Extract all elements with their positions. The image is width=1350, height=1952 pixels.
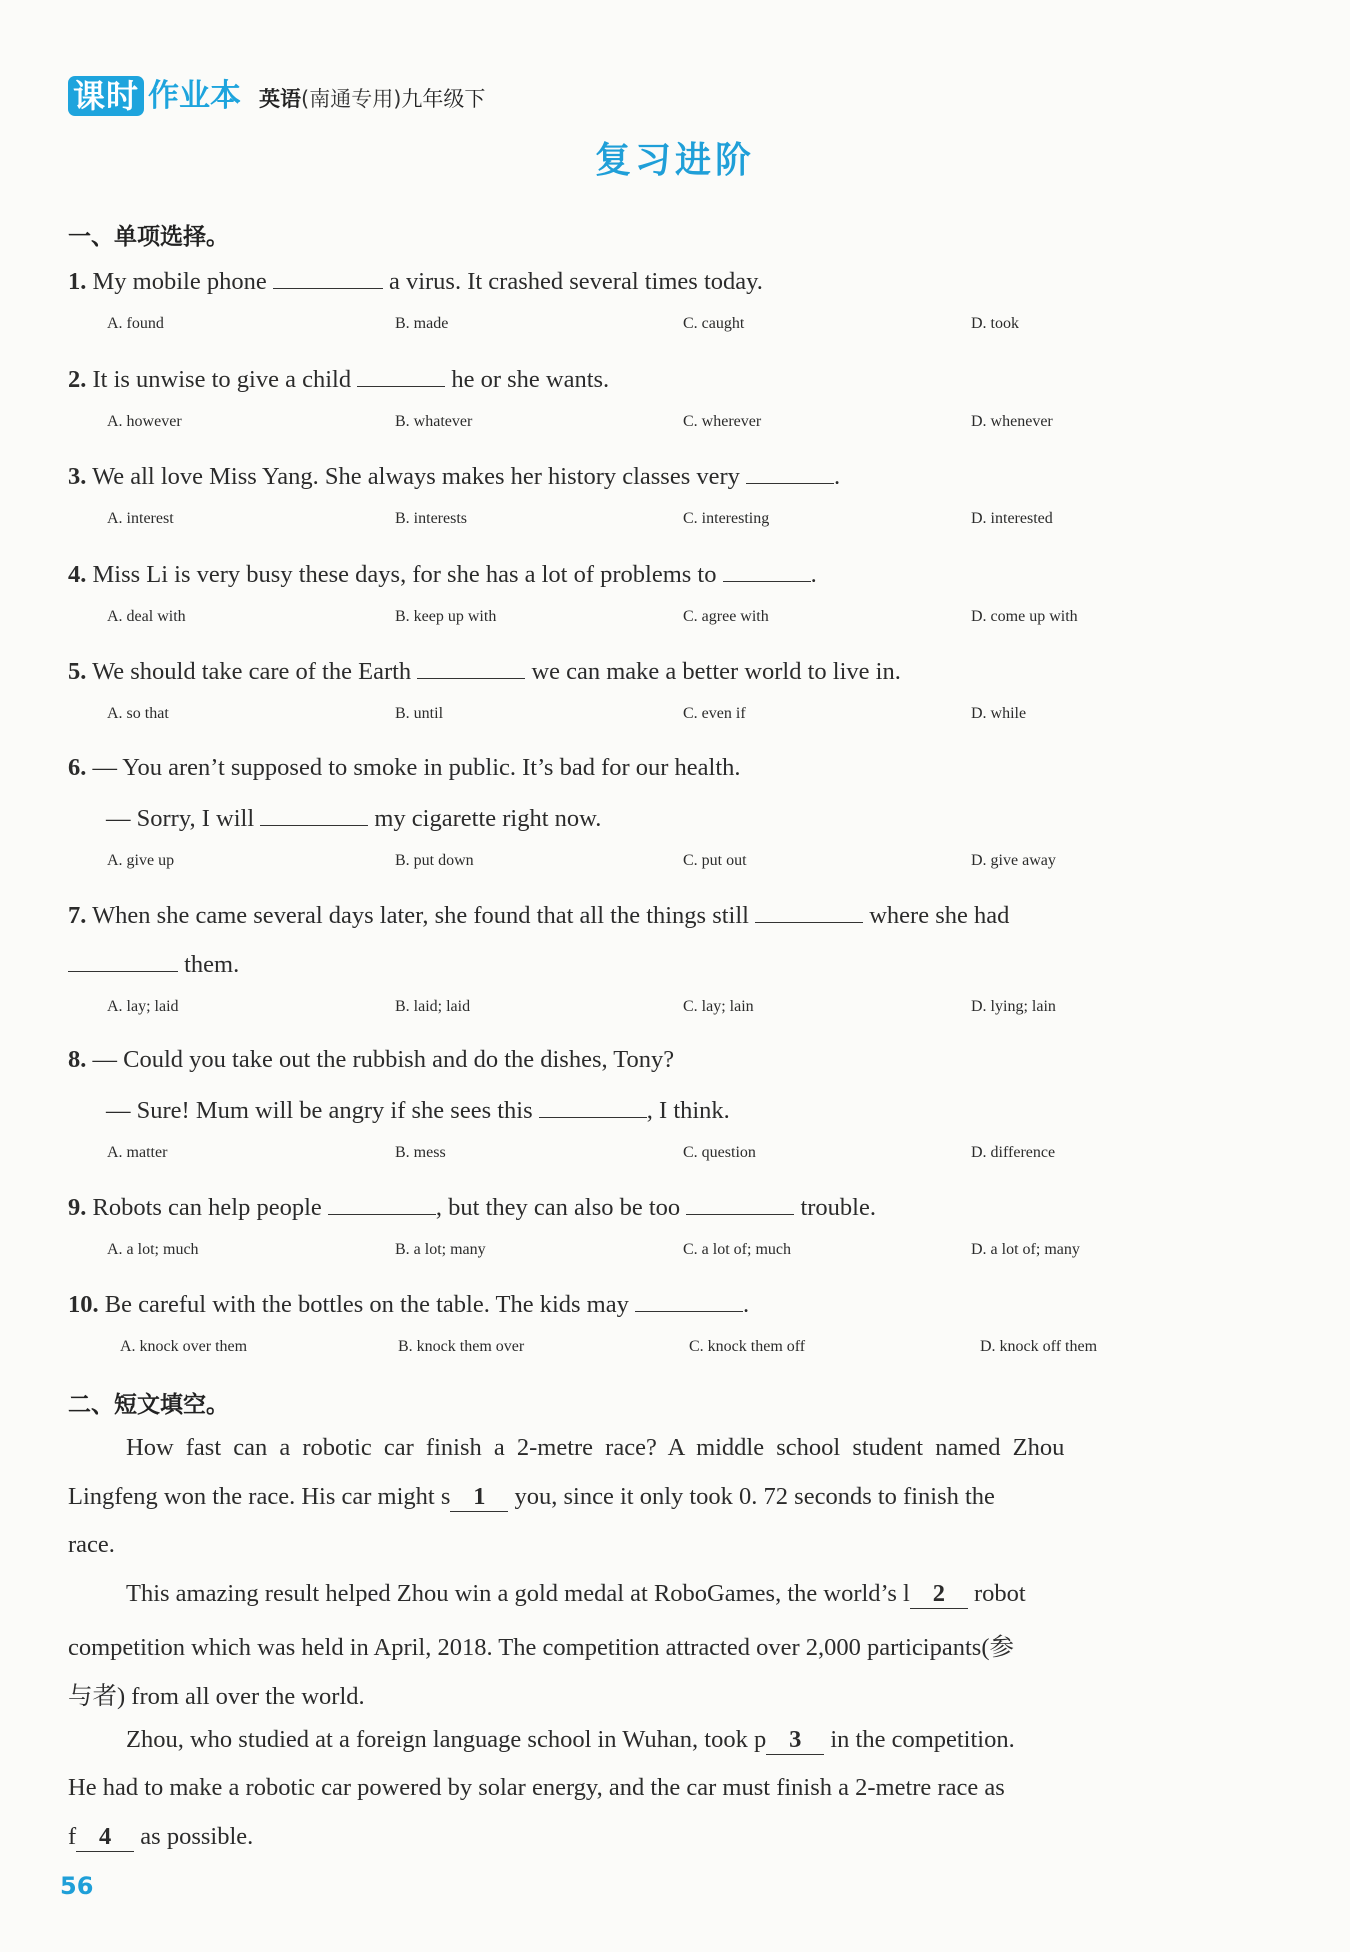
- option-b[interactable]: B. made: [395, 315, 449, 332]
- page-number: 56: [60, 1872, 94, 1900]
- logo-badge: 课时: [68, 76, 144, 116]
- option-b[interactable]: B. a lot; many: [395, 1241, 486, 1258]
- options-2: [107, 413, 1137, 431]
- answer-blank[interactable]: [260, 803, 368, 826]
- question-7-line-2: them.: [68, 949, 239, 979]
- passage-line: 与者) from all over the world.: [68, 1683, 365, 1710]
- question-8: 8. — Could you take out the rubbish and do the dishes, Tony?: [68, 1046, 675, 1073]
- option-a[interactable]: A. knock over them: [120, 1338, 248, 1355]
- option-c[interactable]: C. interesting: [683, 510, 770, 527]
- option-d[interactable]: D. difference: [971, 1144, 1056, 1161]
- answer-blank[interactable]: [273, 266, 383, 289]
- options-1: [107, 315, 1137, 333]
- option-a[interactable]: A. found: [107, 315, 164, 332]
- option-b[interactable]: B. until: [395, 705, 444, 722]
- option-c[interactable]: C. knock them off: [689, 1338, 806, 1355]
- passage-line: How fast can a robotic car finish a 2-metre race? A middle school student named Zhou: [126, 1434, 1065, 1461]
- question-3: 3. We all love Miss Yang. She always makes her history classes very .: [68, 463, 841, 490]
- option-b[interactable]: B. put down: [395, 852, 474, 869]
- option-c[interactable]: C. agree with: [683, 608, 769, 625]
- question-1: 1. My mobile phone a virus. It crashed several times today.: [68, 268, 763, 295]
- question-5: 5. We should take care of the Earth we can make a better world to live in.: [68, 658, 901, 685]
- passage-line: This amazing result helped Zhou win a gold medal at RoboGames, the world’s l 2 robot: [126, 1580, 1026, 1607]
- option-a[interactable]: A. deal with: [107, 608, 186, 625]
- options-9: [107, 1241, 1177, 1259]
- answer-blank[interactable]: [539, 1095, 647, 1118]
- answer-blank[interactable]: [755, 900, 863, 923]
- question-8-reply: — Sure! Mum will be angry if she sees this , I think.: [106, 1097, 730, 1124]
- option-a[interactable]: A. however: [107, 413, 182, 430]
- option-a[interactable]: A. so that: [107, 705, 169, 722]
- option-d[interactable]: D. knock off them: [980, 1338, 1098, 1355]
- option-d[interactable]: D. while: [971, 705, 1027, 722]
- answer-blank-2[interactable]: 2: [910, 1580, 968, 1609]
- option-a[interactable]: A. give up: [107, 852, 175, 869]
- option-b[interactable]: B. interests: [395, 510, 467, 527]
- option-b[interactable]: B. mess: [395, 1144, 446, 1161]
- option-c[interactable]: C. even if: [683, 705, 746, 722]
- option-c[interactable]: C. question: [683, 1144, 756, 1161]
- section-1-heading: 一、单项选择。: [68, 224, 229, 250]
- question-4: 4. Miss Li is very busy these days, for she has a lot of problems to .: [68, 561, 817, 588]
- answer-blank-3[interactable]: 3: [766, 1726, 824, 1755]
- passage-line: race.: [68, 1531, 115, 1558]
- passage-line: f 4 as possible.: [68, 1823, 254, 1850]
- question-7: 7. When she came several days later, she found that all the things still where she had: [68, 902, 1010, 929]
- option-b[interactable]: B. laid; laid: [395, 998, 471, 1015]
- answer-blank[interactable]: [417, 656, 525, 679]
- passage-line: He had to make a robotic car powered by solar energy, and the car must finish a 2-metre race as: [68, 1774, 1005, 1801]
- question-9: 9. Robots can help people , but they can also be too trouble.: [68, 1194, 876, 1221]
- book-subject: 英语(南通专用)九年级下: [259, 87, 486, 111]
- option-c[interactable]: C. wherever: [683, 413, 762, 430]
- option-a[interactable]: A. interest: [107, 510, 174, 527]
- answer-blank[interactable]: [635, 1289, 743, 1312]
- option-d[interactable]: D. a lot of; many: [971, 1241, 1080, 1258]
- options-3: [107, 510, 1137, 528]
- page-title: 复习进阶: [594, 140, 755, 181]
- question-6: 6. — You aren’t supposed to smoke in public. It’s bad for our health.: [68, 754, 741, 781]
- option-c[interactable]: C. lay; lain: [683, 998, 754, 1015]
- answer-blank[interactable]: [357, 364, 445, 387]
- options-7: [107, 998, 1137, 1016]
- passage-line: Zhou, who studied at a foreign language school in Wuhan, took p 3 in the competition.: [126, 1726, 1015, 1753]
- question-2: 2. It is unwise to give a child he or she wants.: [68, 366, 610, 393]
- header: [68, 70, 485, 116]
- option-b[interactable]: B. keep up with: [395, 608, 497, 625]
- answer-blank[interactable]: [723, 559, 811, 582]
- logo: [68, 76, 241, 116]
- option-d[interactable]: D. whenever: [971, 413, 1053, 430]
- question-6-reply: — Sorry, I will my cigarette right now.: [106, 805, 602, 832]
- answer-blank[interactable]: [68, 949, 178, 972]
- option-d[interactable]: D. took: [971, 315, 1019, 332]
- answer-blank[interactable]: [686, 1192, 794, 1215]
- option-b[interactable]: B. whatever: [395, 413, 473, 430]
- answer-blank[interactable]: [746, 461, 834, 484]
- passage-line: Lingfeng won the race. His car might s 1 you, since it only took 0. 72 seconds to finish the: [68, 1483, 995, 1510]
- option-a[interactable]: A. a lot; much: [107, 1241, 199, 1258]
- option-c[interactable]: C. put out: [683, 852, 747, 869]
- options-5: [107, 705, 1137, 723]
- answer-blank-1[interactable]: 1: [450, 1483, 508, 1512]
- option-b[interactable]: B. knock them over: [398, 1338, 525, 1355]
- logo-text: 作业本: [148, 78, 242, 114]
- option-d[interactable]: D. lying; lain: [971, 998, 1056, 1015]
- answer-blank[interactable]: [328, 1192, 436, 1215]
- option-c[interactable]: C. caught: [683, 315, 745, 332]
- option-d[interactable]: D. interested: [971, 510, 1053, 527]
- options-8: [107, 1144, 1137, 1162]
- question-10: 10. Be careful with the bottles on the table. The kids may .: [68, 1291, 750, 1318]
- option-c[interactable]: C. a lot of; much: [683, 1241, 791, 1258]
- option-d[interactable]: D. give away: [971, 852, 1056, 869]
- option-d[interactable]: D. come up with: [971, 608, 1078, 625]
- answer-blank-4[interactable]: 4: [76, 1823, 134, 1852]
- section-2-heading: 二、短文填空。: [68, 1392, 229, 1418]
- option-a[interactable]: A. matter: [107, 1144, 168, 1161]
- options-4: [107, 608, 1177, 626]
- options-10: [120, 1338, 1210, 1356]
- passage-line: competition which was held in April, 2018. The competition attracted over 2,000 participants(参: [68, 1634, 1014, 1661]
- option-a[interactable]: A. lay; laid: [107, 998, 179, 1015]
- options-6: [107, 852, 1137, 870]
